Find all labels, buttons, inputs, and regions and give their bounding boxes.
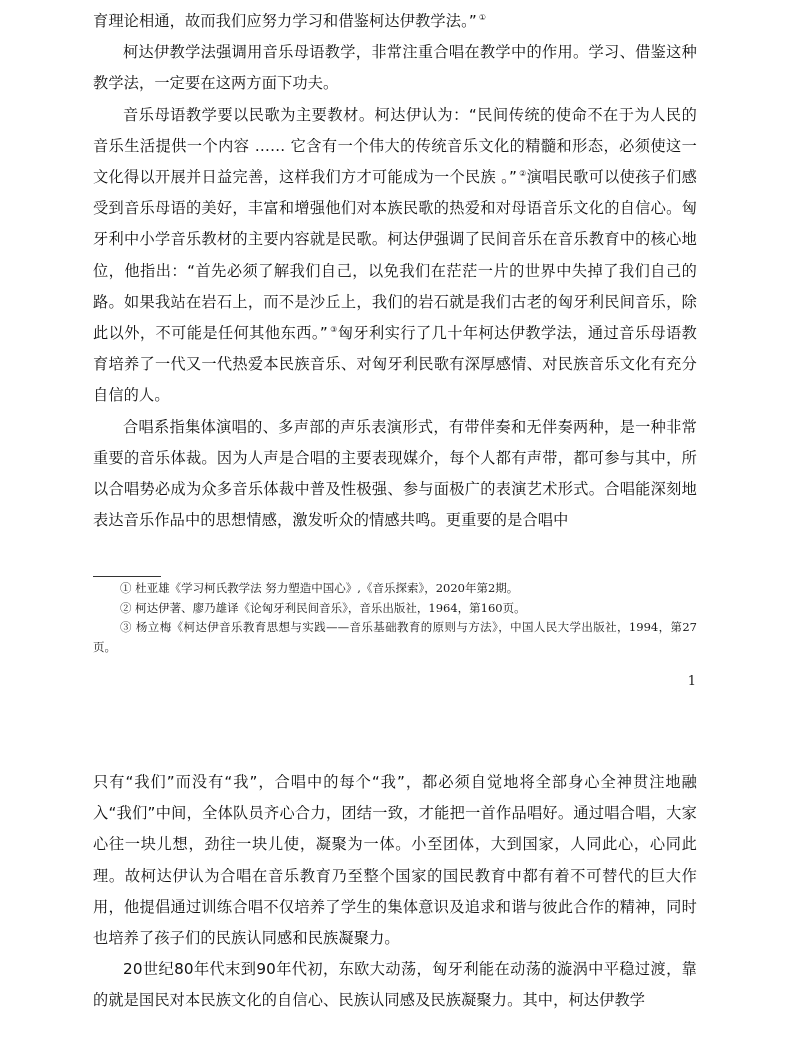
page-number: 1 xyxy=(687,674,696,689)
footnotes xyxy=(93,579,697,657)
paragraph-continuation: 只有“我们”而没有“我”，合唱中的每个“我”，都必须自觉地将全部身心全神贯注地融入“我们”中间，全体队员齐心合力，团结一致，才能把一首作品唱好。通过唱合唱，大家心往一块儿想，劲往一块儿使，凝聚为一体。小至团体，大到国家，人同此心，心同此理。故柯达伊认为合唱在音乐教育乃至整个国家的国民教育中都有着不可替代的巨大作用，他提倡通过训练合唱不仅培养了学生的集体意识及追求和谐与彼此合作的精神，同时也培养了孩子们的民族认同感和民族凝聚力。 xyxy=(93,773,697,948)
page-bottom-body xyxy=(93,767,697,1017)
paragraph-text: 育理论相通，故而我们应努力学习和借鉴柯达伊教学法。” xyxy=(93,12,477,30)
paragraph-chorus xyxy=(93,412,697,537)
paragraph-mother-tongue xyxy=(93,100,697,412)
footnote-marker: ③ xyxy=(329,325,338,335)
paragraph-text: 柯达伊教学法强调用音乐母语教学，非常注重合唱在教学中的作用。学习、借鉴这种教学法，一定要在这两方面下功夫。 xyxy=(93,43,697,93)
paragraph-eastern-europe: 20世纪80年代末到90年代初，东欧大动荡，匈牙利能在动荡的漩涡中平稳过渡，靠的就是国民对本民族文化的自信心、民族认同感及民族凝聚力。其中，柯达伊教学 xyxy=(93,960,697,1010)
paragraph-text: 匈牙利实行了几十年柯达伊教学法，通过音乐母语教育培养了一代又一代热爱本民族音乐、对匈牙利民歌有深厚感情、对民族音乐文化有充分自信的人。 xyxy=(93,324,698,405)
paragraph-text: 合唱系指集体演唱的、多声部的声乐表演形式，有带伴奏和无伴奏两种，是一种非常重要的音乐体裁。因为人声是合唱的主要表现媒介，每个人都有声带，都可参与其中，所以合唱势必成为众多音乐体裁中普及性极强、参与面极广的表演艺术形式。合唱能深刻地表达音乐作品中的思想情感，激发听众的情感共鸣。更重要的是合唱中 xyxy=(93,417,697,530)
footnote-2: ② 柯达伊著、廖乃雄译《论匈牙利民间音乐》，音乐出版社，1964，第160页。 xyxy=(120,600,526,615)
footnote-1: ① 杜亚雄《学习柯氏教学法 努力塑造中国心》,《音乐探索》，2020年第2期。 xyxy=(120,581,519,595)
paragraph-kodaly-method xyxy=(93,37,697,99)
paragraph-text: 音乐母语教学要以民歌为主要教材。柯达伊认为：“民间传统的使命不在于为人民的音乐生活提供一个内容 …… 它含有一个伟大的传统音乐文化的精髓和形态，必须使这一文化得以开展并日益完善，这样我们方才可能成为一个民族 。” xyxy=(93,105,697,187)
footnote-3: ③ 杨立梅《柯达伊音乐教育思想与实践——音乐基础教育的原则与方法》，中国人民大学出版社，1994，第27页。 xyxy=(93,620,697,654)
footnote-marker: ① xyxy=(478,13,487,22)
paragraph-text: 演唱民歌可以使孩子们感受到音乐母语的美好，丰富和增强他们对本族民歌的热爱和对母语音乐文化的自信心。匈牙利中小学音乐教材的主要内容就是民歌。柯达伊强调了民间音乐在音乐教育中的核心地位，他指出：“首先必须了解我们自己，以免我们在茫茫一片的世界中失掉了我们自己的路。如果我站在岩石上，而不是沙丘上，我们的岩石就是我们古老的匈牙利民间音乐，除此以外，不可能是任何其他东西。” xyxy=(93,168,697,343)
page-top-body xyxy=(93,6,697,536)
footnote-marker: ② xyxy=(519,169,527,179)
footnote-divider xyxy=(93,576,161,577)
paragraph-continuation xyxy=(93,6,697,37)
